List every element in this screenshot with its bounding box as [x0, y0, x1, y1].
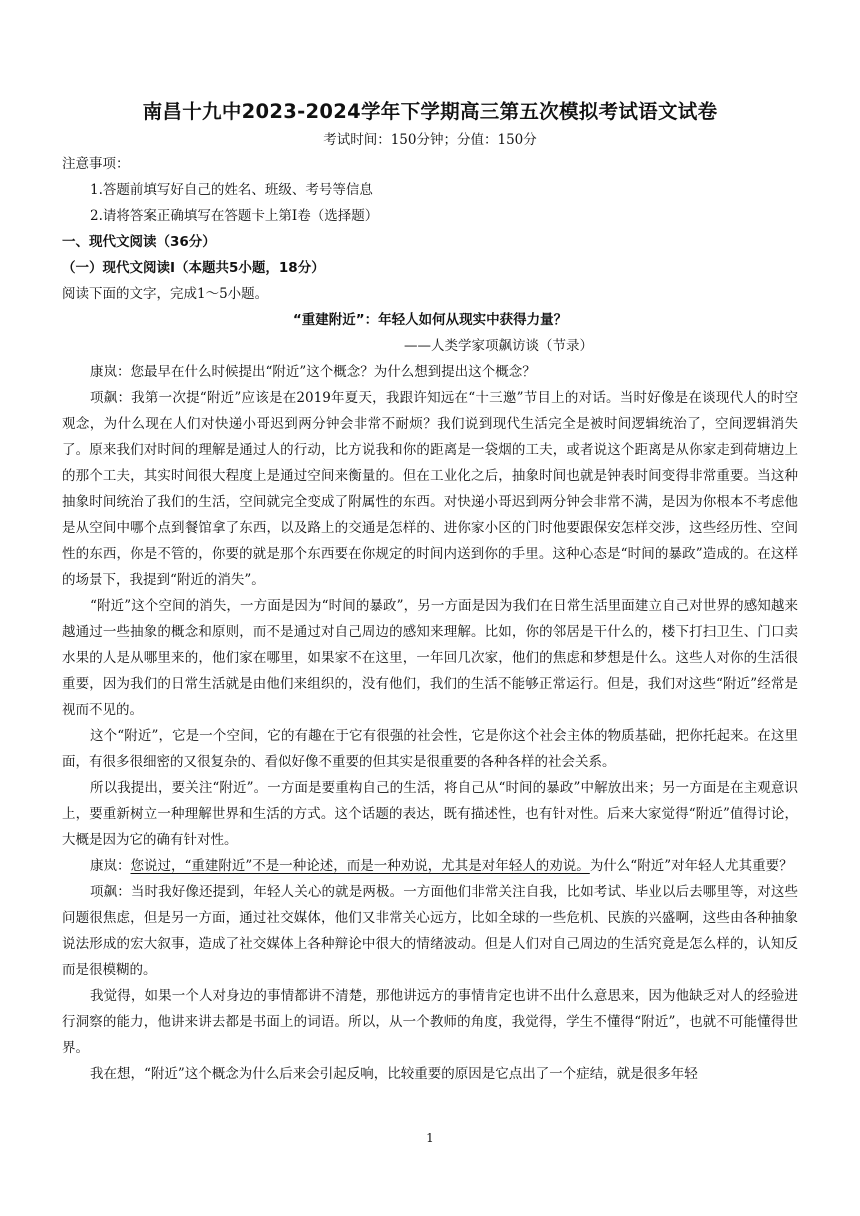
article-body [62, 359, 798, 1087]
section-instruction: 阅读下面的文字，完成1～5小题。 [62, 286, 269, 302]
page-number: 1 [426, 1131, 434, 1145]
underlined-quote: 您说过，“重建附近”不是一种论述，而是一种劝说，尤其是对年轻人的劝说。 [130, 858, 590, 874]
paragraph-8: 我觉得，如果一个人对身边的事情都讲不清楚，那他讲远方的事情肯定也讲不出什么意思来，因为他缺乏对人的经验进行洞察的能力，他讲来讲去都是书面上的词语。所以，从一个教师的角度，我觉得，学生不懂得“附近”，也就不可能懂得世界。 [62, 988, 798, 1056]
section-subheading: （一）现代文阅读Ⅰ（本题共5小题，18分） [62, 260, 325, 276]
notice-item-2: 2.请将答案正确填写在答题卡上第Ⅰ卷（选择题） [90, 208, 379, 224]
paragraph-4: 这个“附近”，它是一个空间，它的有趣在于它有很强的社会性，它是你这个社会主体的物质基础，把你托起来。在这里面，有很多很细密的又很复杂的、看似好像不重要的但其实是很重要的各种各样的社会关系。 [62, 728, 798, 770]
notice-heading: 注意事项： [62, 156, 130, 172]
paragraph-3: “附近”这个空间的消失，一方面是因为“时间的暴政”，另一方面是因为我们在日常生活里面建立自己对世界的感知越来越通过一些抽象的概念和原则，而不是通过对自己周边的感知来理解。比如，你的邻居是干什么的，楼下打扫卫生、门口卖水果的人是从哪里来的，他们家在哪里，如果家不在这里，一年回几次家，他们的焦虑和梦想是什么。这些人对你的生活很重要，因为我们的日常生活就是由他们来组织的，没有他们，我们的生活不能够正常运行。但是，我们对这些“附近”经常是视而不见的。 [62, 598, 798, 718]
paragraph-6 [62, 853, 798, 879]
paragraph-1: 康岚：您最早在什么时候提出“附近”这个概念？为什么想到提出这个概念？ [90, 364, 536, 380]
paragraph-5: 所以我提出，要关注“附近”。一方面是要重构自己的生活，将自己从“时间的暴政”中解放出来；另一方面是在主观意识上，要重新树立一种理解世界和生活的方式。这个话题的表达，既有描述性，也有针对性。后来大家觉得“附近”值得讨论，大概是因为它的确有针对性。 [62, 780, 798, 848]
article-title: “重建附近”：年轻人如何从现实中获得力量？ [292, 312, 568, 328]
paragraph-9: 我在想，“附近”这个概念为什么后来会引起反响，比较重要的原因是它点出了一个症结，就是很多年轻 [90, 1066, 698, 1082]
notice-block [62, 151, 798, 359]
exam-title: 南昌十九中2023-2024学年下学期高三第五次模拟考试语文试卷 [142, 100, 718, 123]
paragraph-2: 项飙：我第一次提“附近”应该是在2019年夏天，我跟许知远在“十三邀”节目上的对话。当时好像是在谈现代人的时空观念，为什么现在人们对快递小哥迟到两分钟会非常不耐烦？我们说到现代生活完全是被时间逻辑统治了，空间逻辑消失了。原来我们对时间的理解是通过人的行动，比方说我和你的距离是一袋烟的工夫，或者说这个距离是从你家走到荷塘边上的那个工夫，其实时间很大程度上是通过空间来衡量的。但在工业化之后，抽象时间也就是钟表时间变得非常重要。当这种抽象时间统治了我们的生活，空间就完全变成了附属性的东西。对快递小哥迟到两分钟会非常不满，是因为你根本不考虑他是从空间中哪个点到餐馆拿了东西，以及路上的交通是怎样的、进你家小区的门时他要跟保安怎样交涉，这些经历性、空间性的东西，你是不管的，你要的就是那个东西要在你规定的时间内送到你的手里。这种心态是“时间的暴政”造成的。在这样的场景下，我提到“附近的消失”。 [62, 390, 798, 588]
exam-info: 考试时间：150分钟；分值：150分 [323, 132, 537, 148]
notice-item-1: 1.答题前填写好自己的姓名、班级、考号等信息 [90, 182, 373, 198]
speaker-label: 康岚： [90, 858, 131, 874]
section-heading: 一、现代文阅读（36分） [62, 234, 216, 250]
article-byline: ——人类学家项飙访谈（节录） [404, 338, 593, 354]
paragraph-7: 项飙：当时我好像还提到，年轻人关心的就是两极。一方面他们非常关注自我，比如考试、毕业以后去哪里等，对这些问题很焦虑，但是另一方面，通过社交媒体，他们又非常关心远方，比如全球的一些危机、民族的兴盛啊，这些由各种抽象说法形成的宏大叙事，造成了社交媒体上各种辩论中很大的情绪波动。但是人们对自己周边的生活究竟是怎么样的，认知反而是很模糊的。 [62, 884, 798, 978]
question-text: 为什么“附近”对年轻人尤其重要？ [589, 858, 793, 874]
